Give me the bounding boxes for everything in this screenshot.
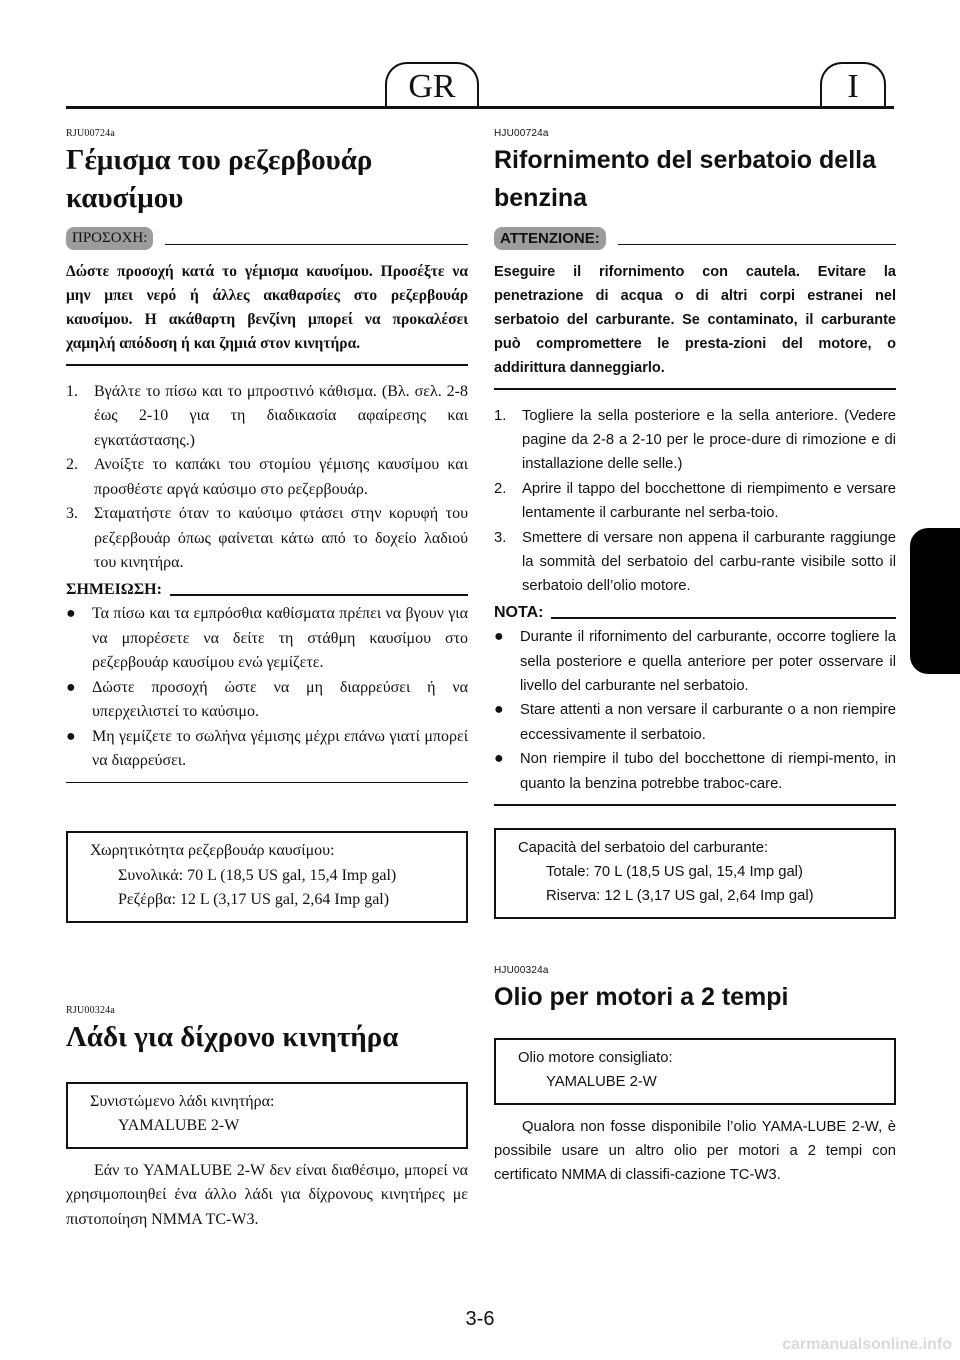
header-rule	[66, 106, 894, 109]
section-code: RJU00724a	[66, 128, 116, 139]
divider	[494, 388, 896, 390]
step-number: 2.	[66, 456, 78, 473]
caution-label: ΠΡΟΣΟΧΗ:	[66, 227, 153, 250]
step-number: 1.	[66, 382, 78, 400]
list-item	[66, 380, 468, 454]
notes-list	[494, 625, 896, 796]
notes-list	[66, 602, 468, 774]
watermark: carmanualsonline.info	[782, 1336, 952, 1353]
list-item	[494, 526, 896, 599]
divider	[551, 617, 896, 619]
spec-title: Συνιστώμενο λάδι κινητήρα:	[90, 1092, 275, 1110]
title-line: benzina	[494, 184, 588, 212]
section-code: RJU00324a	[66, 1004, 116, 1016]
bullet-icon: ●	[494, 750, 504, 768]
note-label: NOTA:	[494, 603, 544, 621]
caution-text: Eseguire il rifornimento con cautela. Evitare la penetrazione di acqua o di altri corpi estranei nel serbatoio del carburante. Se contaminato, il carburante può compromettere le presta-zioni del motore, o addirittura danneggiarlo.	[494, 264, 896, 376]
chapter-side-tab	[910, 528, 960, 674]
note-header	[494, 601, 896, 625]
greek-column	[66, 118, 468, 1232]
step-text: Σταματήστε όταν το καύσιμο φτάσει στην κορυφή του ρεζερβουάρ όπως φαίνεται κάτω από το δοχείο λαδιού του κινητήρα.	[94, 505, 468, 571]
note-text: Stare attenti a non versare il carburante o a non riempire eccessivamente il serbatoio.	[520, 702, 896, 743]
divider	[618, 244, 896, 246]
section-title	[66, 141, 468, 217]
list-item	[66, 676, 468, 725]
bullet-icon: ●	[66, 727, 76, 745]
list-item	[494, 404, 896, 477]
section-title: Olio per motori a 2 tempi	[494, 982, 789, 1011]
bullet-icon: ●	[66, 678, 76, 696]
section-title: Λάδι για δίχρονο κινητήρα	[66, 1020, 399, 1053]
note-text: Durante il rifornimento del carburante, occorre togliere la sella posteriore e quella anteriore per poter osservare il livello del carburante nel serbatoio.	[520, 629, 896, 694]
language-tab-greek: GR	[385, 62, 479, 106]
list-item	[494, 477, 896, 526]
note-label: ΣΗΜΕΙΩΣΗ:	[66, 580, 162, 598]
note-text: Δώστε προσοχή ώστε να μη διαρρεύσει ή να υπερχειλιστεί το καύσιμο.	[92, 678, 468, 720]
section-title	[494, 141, 896, 217]
spec-title: Olio motore consigliato:	[518, 1049, 673, 1066]
note-text: Μη γεμίζετε το σωλήνα γέμισης μέχρι επάνω γιατί μπορεί να διαρρεύσει.	[92, 727, 468, 769]
caution-label: ATTENZIONE:	[494, 227, 606, 250]
spec-value: Ρεζέρβα: 12 L (3,17 US gal, 2,64 Imp gal)	[118, 891, 390, 908]
spec-value: Totale: 70 L (18,5 US gal, 15,4 Imp gal)	[546, 863, 803, 880]
divider	[66, 782, 468, 784]
list-item	[66, 602, 468, 676]
section-code: HJU00724a	[494, 128, 549, 139]
spec-title: Χωρητικότητα ρεζερβουάρ καυσίμου:	[90, 842, 335, 859]
caution-text: Δώστε προσοχή κατά το γέμισμα καυσίμου. Προσέξτε να μην μπει νερό ή άλλες ακαθαρσίες στο ρεζερβουάρ καυσίμου. Η ακάθαρτη βενζίνη μπορεί να προκαλέσει χαμηλή απόδοση ή και ζημιά στον κινητήρα.	[66, 263, 468, 352]
bullet-icon: ●	[66, 605, 76, 622]
spec-title: Capacità del serbatoio del carburante:	[518, 839, 769, 856]
step-text: Togliere la sella posteriore e la sella anteriore. (Vedere pagine da 2-8 a 2-10 per le proce-dure di rimozione e di installazione delle selle.)	[522, 407, 896, 473]
section-code: HJU00324a	[494, 964, 549, 976]
step-number: 1.	[494, 407, 507, 424]
step-number: 3.	[66, 505, 78, 522]
page-number: 3-6	[465, 1308, 495, 1330]
title-line: Rifornimento del serbatoio della	[494, 146, 876, 174]
paragraph: Qualora non fosse disponibile l’olio YAMA-LUBE 2-W, è possibile usare un altro olio per motori a 2 tempi con certificato NMMA di classifi-cazione TC-W3.	[494, 1118, 896, 1184]
spec-box	[494, 828, 896, 919]
paragraph: Εάν το YAMALUBE 2-W δεν είναι διαθέσιμο, μπορεί να χρησιμοποιηθεί ένα άλλο λάδι για δίχρονους κινητήρες με πιστοποίηση NMMA TC-W3.	[66, 1161, 468, 1228]
divider	[165, 244, 468, 246]
title-line: Γέμισμα του ρεζερβουάρ	[66, 144, 373, 176]
steps-list	[494, 404, 896, 599]
step-number: 2.	[494, 480, 507, 497]
step-text: Ανοίξτε το καπάκι του στομίου γέμισης καυσίμου και προσθέστε αργά καύσιμο στο ρεζερβουάρ.	[94, 456, 468, 498]
spec-value: Riserva: 12 L (3,17 US gal, 2,64 Imp gal)	[546, 888, 814, 905]
bullet-icon: ●	[494, 701, 504, 719]
list-item	[66, 725, 468, 774]
spec-value: Συνολικά: 70 L (18,5 US gal, 15,4 Imp gal)	[118, 866, 397, 884]
bullet-icon: ●	[494, 628, 504, 646]
list-item	[66, 453, 468, 502]
italian-column	[494, 118, 896, 1188]
note-header	[66, 578, 468, 603]
spec-value: YAMALUBE 2-W	[118, 1117, 240, 1134]
note-text: Τα πίσω και τα εμπρόσθια καθίσματα πρέπει να βγουν για να μπορέσετε να δείτε τη στάθμη καυσίμου στο ρεζερβουάρ καυσίμου ενώ γεμίζετε.	[92, 605, 468, 671]
list-item	[66, 502, 468, 576]
list-item	[494, 747, 896, 796]
divider	[494, 804, 896, 806]
spec-box	[66, 831, 468, 923]
step-text: Smettere di versare non appena il carburante raggiunge la sommità del serbatoio del carbu-rante visibile sotto il serbatoio dell’olio motore.	[522, 529, 896, 595]
list-item	[494, 625, 896, 698]
title-line: καυσίμου	[66, 182, 184, 214]
step-text: Βγάλτε το πίσω και το μπροστινό κάθισμα. (Βλ. σελ. 2-8 έως 2-10 για τη διαδικασία αφαίρεσης και εγκατάστασης.)	[94, 382, 468, 449]
note-text: Non riempire il tubo del bocchettone di riempi-mento, in quanto la benzina potrebbe traboc-care.	[520, 751, 896, 792]
steps-list	[66, 380, 468, 576]
step-number: 3.	[494, 529, 507, 546]
divider	[170, 594, 468, 596]
divider	[66, 364, 468, 366]
language-tab-italian: I	[820, 62, 886, 106]
list-item	[494, 698, 896, 747]
step-text: Aprire il tappo del bocchettone di riempimento e versare lentamente il carburante nel serba-toio.	[522, 480, 896, 522]
spec-box	[494, 1038, 896, 1105]
spec-value: YAMALUBE 2-W	[546, 1074, 657, 1091]
spec-box	[66, 1082, 468, 1149]
caution-header	[494, 227, 896, 250]
caution-header	[66, 227, 468, 250]
